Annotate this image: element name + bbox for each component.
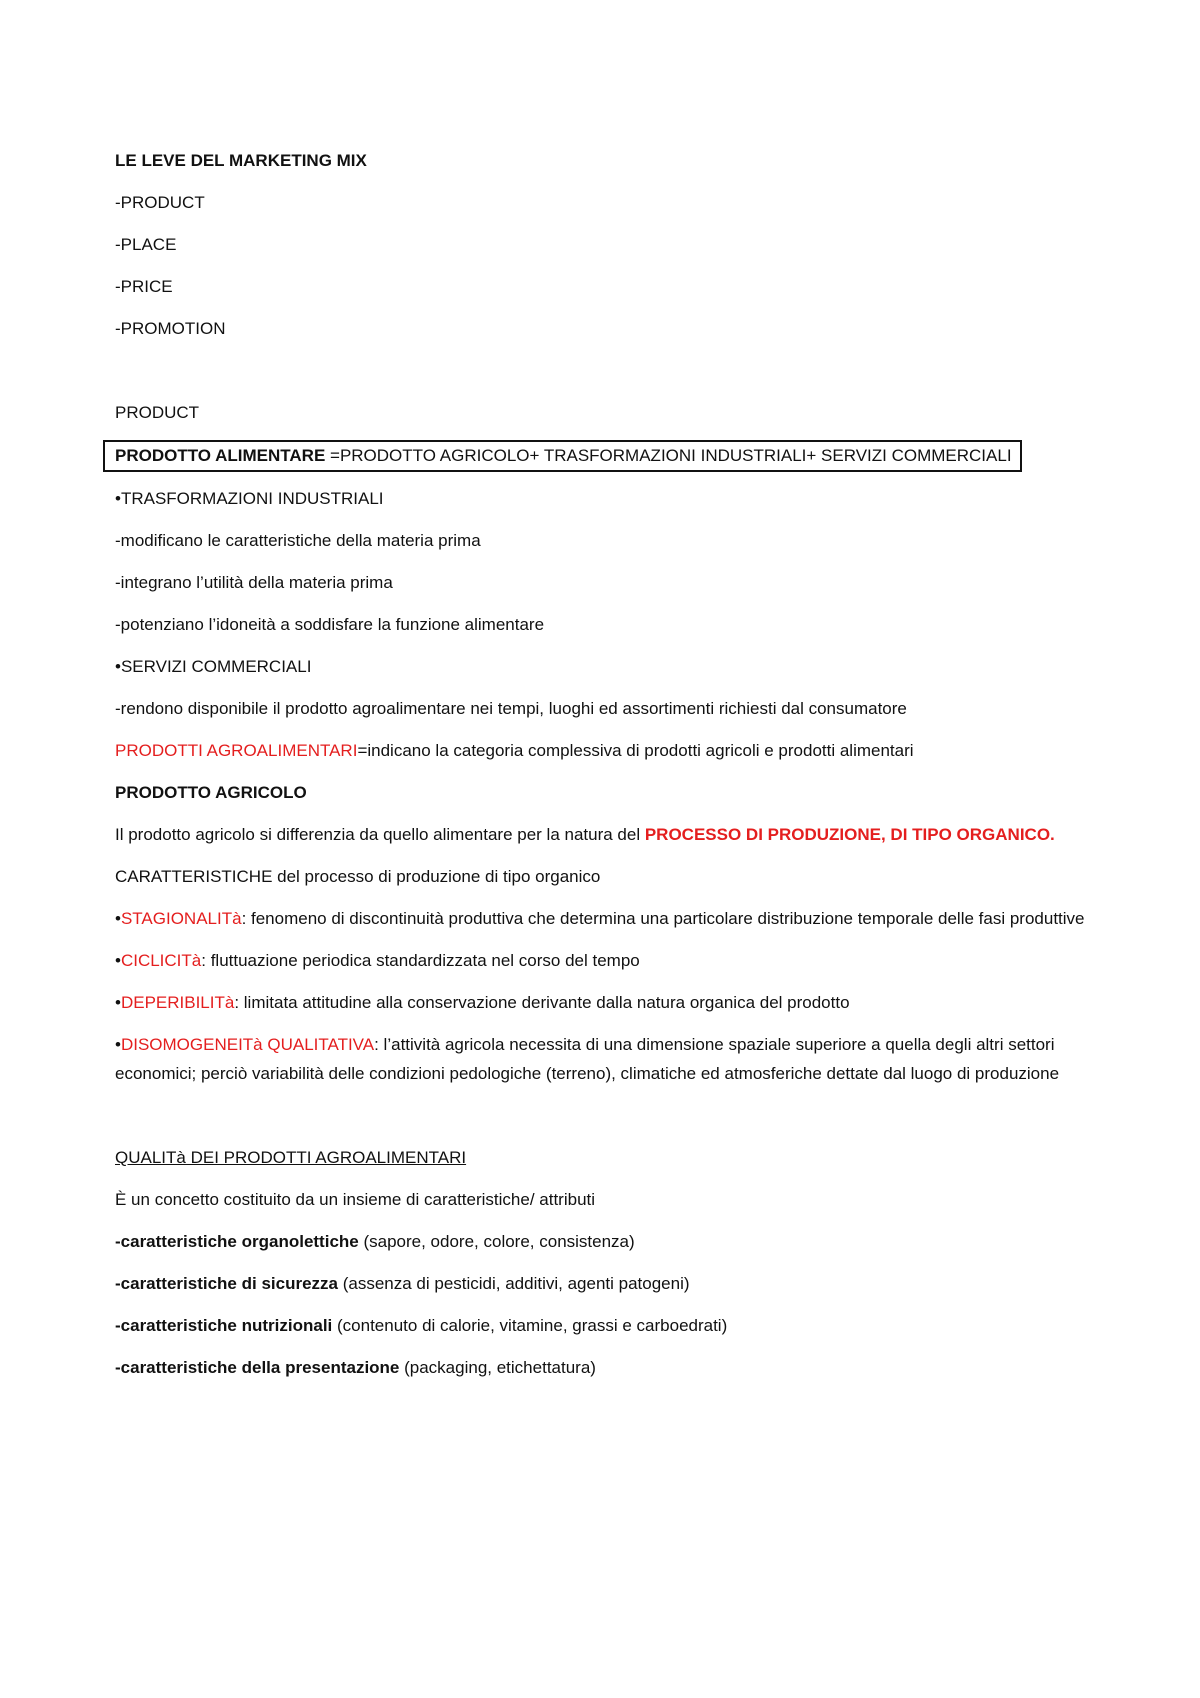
formula-row xyxy=(115,440,1105,472)
bullet-icon: • xyxy=(115,951,121,970)
trasformazioni-item: -potenziano l’idoneità a soddisfare la funzione alimentare xyxy=(115,615,545,634)
caratteristica-text: : fluttuazione periodica standardizzata nel corso del tempo xyxy=(201,951,640,970)
caratteristiche-heading: CARATTERISTICHE del processo di produzione di tipo organico xyxy=(115,867,601,886)
mix-item-promotion: -PROMOTION xyxy=(115,319,226,338)
caratteristica-term: CICLICITà xyxy=(120,951,202,970)
agricolo-heading: PRODOTTO AGRICOLO xyxy=(115,783,307,802)
qualita-item xyxy=(115,1353,1105,1382)
agricolo-paragraph xyxy=(115,820,1105,849)
product-heading: PRODUCT xyxy=(115,403,200,422)
caratteristica-text: : fenomeno di discontinuità produttiva che determina una particolare distribuzione temporale delle fasi produttive xyxy=(241,909,1085,928)
qualita-term: -caratteristiche di sicurezza xyxy=(115,1274,338,1293)
qualita-detail: (sapore, odore, colore, consistenza) xyxy=(358,1232,635,1251)
caratteristica-term: DISOMOGENEITà QUALITATIVA xyxy=(120,1035,375,1054)
qualita-term: -caratteristiche nutrizionali xyxy=(115,1316,333,1335)
formula-rest: =PRODOTTO AGRICOLO+ TRASFORMAZIONI INDUSTRIALI+ SERVIZI COMMERCIALI xyxy=(330,446,1012,465)
qualita-term: -caratteristiche della presentazione xyxy=(115,1358,400,1377)
trasformazioni-item: -integrano l’utilità della materia prima xyxy=(115,573,393,592)
qualita-detail: (packaging, etichettatura) xyxy=(399,1358,596,1377)
bullet-icon: • xyxy=(115,1035,121,1054)
formula-bold: PRODOTTO ALIMENTARE xyxy=(115,446,331,465)
bullet-icon: • xyxy=(115,993,121,1012)
caratteristica-term: DEPERIBILITà xyxy=(120,993,235,1012)
qualita-detail: (contenuto di calorie, vitamine, grassi e carboedrati) xyxy=(332,1316,728,1335)
mix-item-product: -PRODUCT xyxy=(115,193,205,212)
servizi-item: -rendono disponibile il prodotto agroalimentare nei tempi, luoghi ed assortimenti richiesti dal consumatore xyxy=(115,699,907,718)
trasformazioni-heading: •TRASFORMAZIONI INDUSTRIALI xyxy=(115,489,384,508)
caratteristica-term: STAGIONALITà xyxy=(120,909,242,928)
trasformazioni-item: -modificano le caratteristiche della materia prima xyxy=(115,531,481,550)
agricolo-highlight: PROCESSO DI PRODUZIONE, DI TIPO ORGANICO. xyxy=(644,825,1055,844)
agricolo-text: Il prodotto agricolo si differenzia da quello alimentare per la natura del xyxy=(115,825,645,844)
qualita-item xyxy=(115,1269,1105,1298)
mix-item-place: -PLACE xyxy=(115,235,177,254)
qualita-term: -caratteristiche organolettiche xyxy=(115,1232,359,1251)
agroalimentari-text: =indicano la categoria complessiva di prodotti agricoli e prodotti alimentari xyxy=(357,741,914,760)
caratteristica-item xyxy=(115,904,1105,933)
caratteristica-item xyxy=(115,946,1105,975)
caratteristica-item xyxy=(115,988,1105,1017)
servizi-heading: •SERVIZI COMMERCIALI xyxy=(115,657,312,676)
bullet-icon: • xyxy=(115,909,121,928)
caratteristica-text: : limitata attitudine alla conservazione derivante dalla natura organica del prodotto xyxy=(234,993,850,1012)
qualita-item xyxy=(115,1311,1105,1340)
caratteristica-text: : l’attività agricola necessita di una dimensione spaziale superiore a quella degli altri settori economici; perciò variabilità delle condizioni pedologiche (terreno), climatiche ed atmosferiche dettate dal luogo di produzione xyxy=(115,1035,1060,1083)
document-body xyxy=(115,146,1105,1395)
qualita-intro: È un concetto costituito da un insieme di caratteristiche/ attributi xyxy=(115,1190,596,1209)
agroalimentari-definition xyxy=(115,736,1105,765)
mix-item-price: -PRICE xyxy=(115,277,173,296)
caratteristica-item xyxy=(115,1030,1105,1088)
document-title: LE LEVE DEL MARKETING MIX xyxy=(115,151,367,170)
qualita-heading: QUALITà DEI PRODOTTI AGROALIMENTARI xyxy=(115,1148,467,1167)
formula-box xyxy=(103,440,1022,472)
qualita-detail: (assenza di pesticidi, additivi, agenti patogeni) xyxy=(337,1274,690,1293)
agroalimentari-term: PRODOTTI AGROALIMENTARI xyxy=(115,741,358,760)
qualita-item xyxy=(115,1227,1105,1256)
